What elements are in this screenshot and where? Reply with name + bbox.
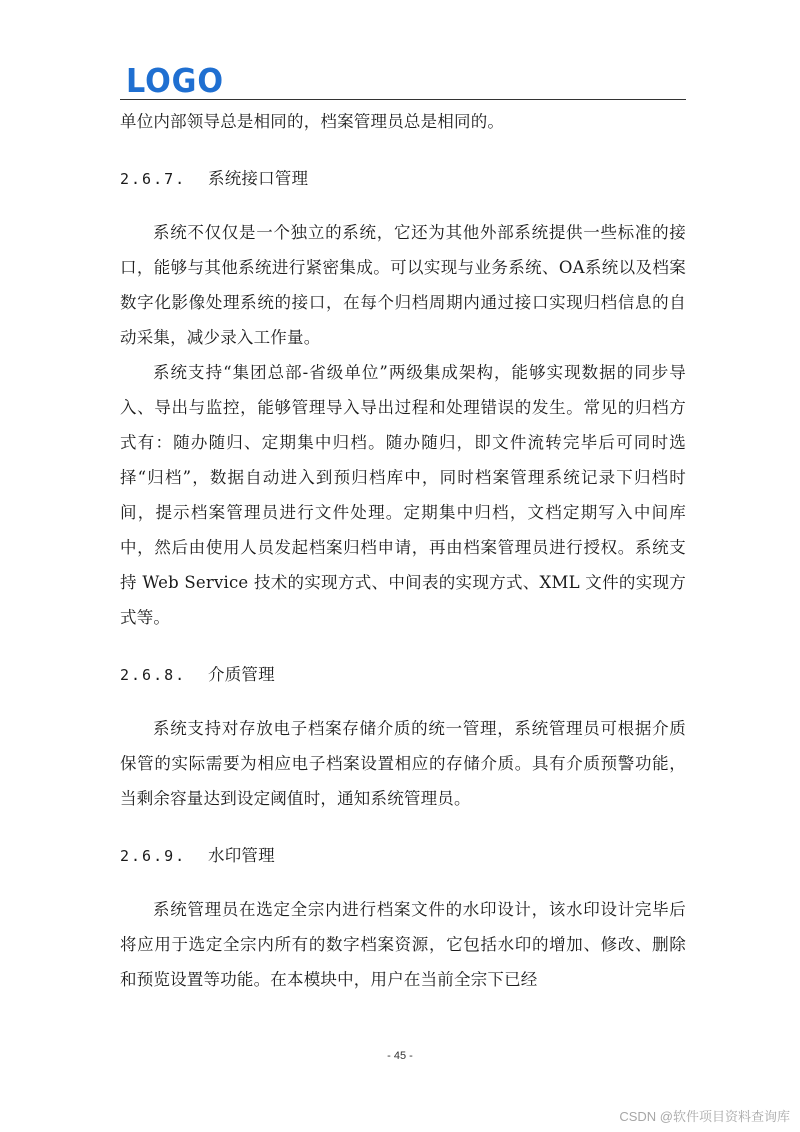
header-divider	[120, 99, 686, 100]
section-title: 系统接口管理	[208, 169, 309, 188]
section-heading-2-6-7	[120, 161, 686, 197]
section-heading-2-6-9	[120, 838, 686, 874]
section-number: 2.6.9.	[120, 847, 187, 865]
logo-text: LOGO	[126, 61, 224, 98]
section-title: 水印管理	[208, 846, 275, 865]
section-title: 介质管理	[208, 665, 275, 684]
document-body	[120, 104, 686, 997]
section-number: 2.6.7.	[120, 170, 187, 188]
body-paragraph: 系统支持对存放电子档案存储介质的统一管理，系统管理员可根据介质保管的实际需要为相应电子档案设置相应的存储介质。具有介质预警功能，当剩余容量达到设定阈值时，通知系统管理员。	[120, 719, 686, 808]
company-logo	[124, 60, 228, 98]
section-number: 2.6.8.	[120, 666, 187, 684]
page-number: - 45 -	[387, 1050, 413, 1062]
body-paragraph: 系统不仅仅是一个独立的系统，它还为其他外部系统提供一些标准的接口，能够与其他系统进行紧密集成。可以实现与业务系统、OA系统以及档案数字化影像处理系统的接口，在每个归档周期内通过接口实现归档信息的自动采集，减少录入工作量。	[120, 223, 686, 347]
source-watermark: CSDN @软件项目资料查询库	[619, 1109, 790, 1124]
body-paragraph: 系统支持“集团总部-省级单位”两级集成架构，能够实现数据的同步导入、导出与监控，能够管理导入导出过程和处理错误的发生。常见的归档方式有：随办随归、定期集中归档。随办随归，即文件流转完毕后可同时选择“归档”，数据自动进入到预归档库中，同时档案管理系统记录下归档时间，提示档案管理员进行文件处理。定期集中归档，文档定期写入中间库中，然后由使用人员发起档案归档申请，再由档案管理员进行授权。系统支持 Web Service 技术的实现方式、中间表的实现方式、XML 文件的实现方式等。	[120, 363, 686, 627]
body-paragraph: 系统管理员在选定全宗内进行档案文件的水印设计，该水印设计完毕后将应用于选定全宗内所有的数字档案资源，它包括水印的增加、修改、删除和预览设置等功能。在本模块中，用户在当前全宗下已经	[120, 900, 686, 989]
section-heading-2-6-8	[120, 657, 686, 693]
intro-paragraph: 单位内部领导总是相同的，档案管理员总是相同的。	[120, 112, 505, 131]
